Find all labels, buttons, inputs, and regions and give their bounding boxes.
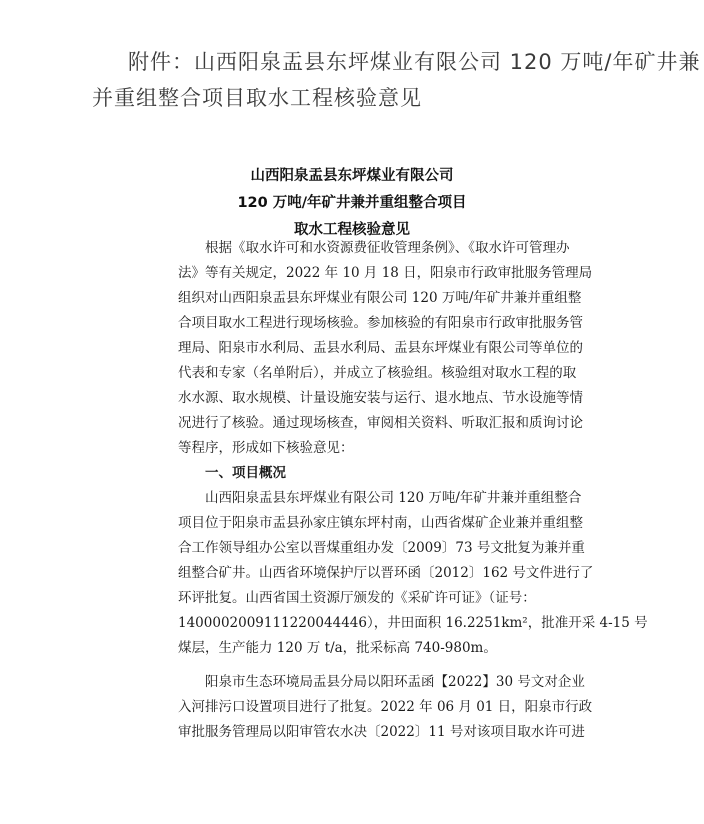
section-heading [178,461,534,486]
attachment-title-line-2: 并重组整合项目取水工程核验意见 [92,86,422,110]
document-body [178,236,648,745]
paragraph-line: 水水源、取水规模、计量设施安装与运行、退水地点、节水设施等情 [178,390,583,406]
document-title-line-1: 山西阳泉盂县东坪煤业有限公司 [250,168,454,184]
paragraph-line: 阳泉市生态环境局盂县分局以阳环盂函【2022】30 号文对企业 [205,674,585,690]
paragraph-line: 审批服务管理局以阳审管农水决〔2022〕11 号对该项目取水许可进 [178,724,585,740]
section-heading-text: 一、项目概况 [205,465,286,481]
document-title-line-2: 120 万吨/年矿井兼并重组整合项目 [237,195,467,211]
paragraph-line: 入河排污口设置项目进行了批复。2022 年 06 月 01 日，阳泉市行政 [178,699,593,715]
paragraph-line: 煤层，生产能力 120 万 t/a，批采标高 740-980m。 [178,640,497,656]
paragraph-line: 1400002009111220044446），井田面积 16.2251km²，批准开采 4-15 号 [178,615,648,631]
paragraph-line: 理局、阳泉市水利局、盂县水利局、盂县东坪煤业有限公司等单位的 [178,340,583,356]
document-title-line-3: 取水工程核验意见 [294,222,410,238]
paragraph-line: 合工作领导组办公室以晋煤重组办发〔2009〕73 号文批复为兼并重 [178,540,585,556]
paragraph-project-overview [178,486,648,661]
attachment-title-line-1: 附件：山西阳泉盂县东坪煤业有限公司 120 万吨/年矿井兼 [128,50,701,74]
document-title [0,163,704,244]
paragraph-line: 项目位于阳泉市盂县孙家庄镇东坪村南，山西省煤矿企业兼并重组整 [178,515,583,531]
paragraph-line: 环评批复。山西省国土资源厅颁发的《采矿许可证》（证号： [178,590,536,606]
paragraph-line: 法》等有关规定，2022 年 10 月 18 日，阳泉市行政审批服务管理局 [178,265,593,281]
paragraph-line: 组整合矿井。山西省环境保护厅以晋环函〔2012〕162 号文件进行了 [178,565,594,581]
paragraph-line: 合项目取水工程进行现场核验。参加核验的有阳泉市行政审批服务管 [178,315,583,331]
attachment-title [92,44,701,116]
paragraph-line: 组织对山西阳泉盂县东坪煤业有限公司 120 万吨/年矿井兼并重组整 [178,290,582,306]
paragraph-line: 等程序，形成如下核验意见： [178,440,354,456]
paragraph-line: 根据《取水许可和水资源费征收管理条例》、《取水许可管理办 [205,240,570,256]
paragraph-line: 况进行了核验。通过现场核查，审阅相关资料、听取汇报和质询讨论 [178,415,583,431]
paragraph-approvals [178,670,593,745]
paragraph-intro [178,236,593,461]
paragraph-line: 山西阳泉盂县东坪煤业有限公司 120 万吨/年矿井兼并重组整合 [205,490,582,506]
paragraph-line: 代表和专家（名单附后），并成立了核验组。核验组对取水工程的取 [178,365,577,381]
